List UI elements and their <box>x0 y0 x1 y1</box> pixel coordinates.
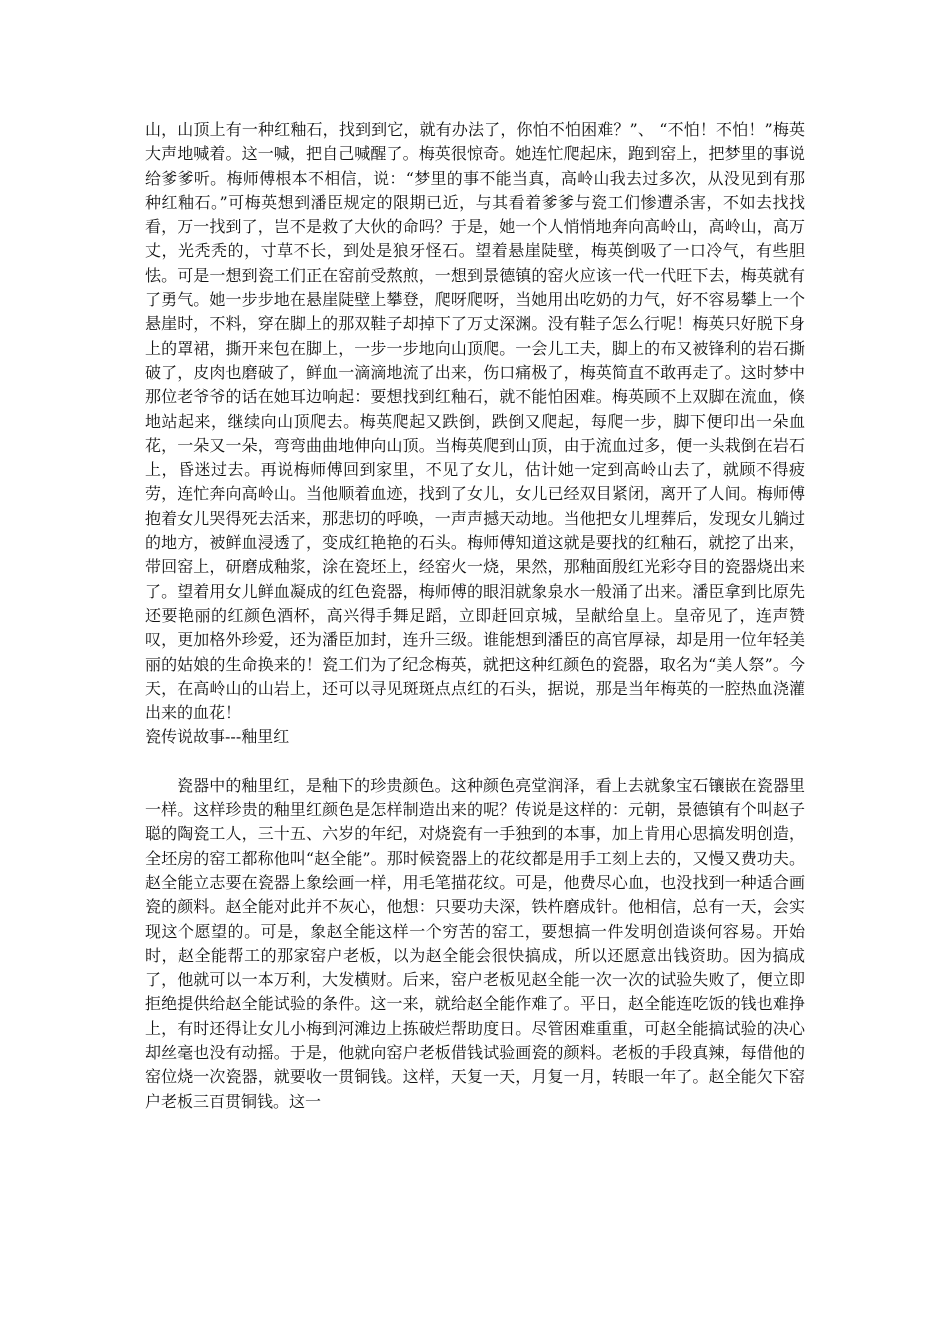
document-body <box>145 118 805 1114</box>
section-title: 瓷传说故事---釉里红 <box>145 727 290 747</box>
story-paragraph-new: 瓷器中的釉里红，是釉下的珍贵颜色。这种颜色亮堂润泽，看上去就象宝石镶嵌在瓷器里一样。这样珍贵的釉里红颜色是怎样制造出来的呢？传说是这样的：元朝，景德镇有个叫赵子聪的陶瓷工人，三十五、六岁的年纪，对烧瓷有一手独到的本事，加上肯用心思搞发明创造，全坯房的窑工都称他叫“赵全能”。那时候瓷器上的花纹都是用手工刻上去的，又慢又费功夫。赵全能立志要在瓷器上象绘画一样，用毛笔描花纹。可是，他费尽心血，也没找到一种适合画瓷的颜料。赵全能对此并不灰心，他想：只要功夫深，铁杵磨成针。他相信，总有一天，会实现这个愿望的。可是，象赵全能这样一个穷苦的窑工，要想搞一件发明创造谈何容易。开始时，赵全能帮工的那家窑户老板，以为赵全能会很快搞成，所以还愿意出钱资助。因为搞成了，他就可以一本万利，大发横财。后来，窑户老板见赵全能一次一次的试验失败了，便立即拒绝提供给赵全能试验的条件。这一来，就给赵全能作难了。平日，赵全能连吃饭的钱也难挣上，有时还得让女儿小梅到河滩边上拣破烂帮助度日。尽管困难重重，可赵全能搞试验的决心却丝毫也没有动摇。于是，他就向窑户老板借钱试验画瓷的颜料。老板的手段真辣，每借他的窑位烧一次瓷器，就要收一贯铜钱。这样，天复一天，月复一月，转眼一年了。赵全能欠下窑户老板三百贯铜钱。这一 <box>145 775 805 1111</box>
paragraph-spacer <box>145 750 805 774</box>
story-paragraph-continued: 山，山顶上有一种红釉石，找到到它，就有办法了，你怕不怕困难？”、 “不怕！不怕！”梅英大声地喊着。这一喊，把自己喊醒了。梅英很惊奇。她连忙爬起床，跑到窑上，把梦里的事说给爹爹听。梅师傅根本不相信，说：“梦里的事不能当真，高岭山我去过多次，从没见到有那种红釉石。”可梅英想到潘臣规定的限期已近，与其看着爹爹与瓷工们惨遭杀害，不如去找找看，万一找到了，岂不是救了大伙的命吗？于是，她一个人悄悄地奔向高岭山，高岭山，高万丈，光秃秃的，寸草不长，到处是狼牙怪石。望着悬崖陡壁，梅英倒吸了一口冷气，有些胆怯。可是一想到瓷工们正在窑前受熬煎，一想到景德镇的窑火应该一代一代旺下去，梅英就有了勇气。她一步步地在悬崖陡壁上攀登，爬呀爬呀，当她用出吃奶的力气，好不容易攀上一个悬崖时，不料，穿在脚上的那双鞋子却掉下了万丈深渊。没有鞋子怎么行呢！梅英只好脱下身上的罩裙，撕开来包在脚上，一步一步地向山顶爬。一会儿工夫，脚上的布又被锋利的岩石撕破了，皮肉也磨破了，鲜血一滴滴地流了出来，伤口痛极了，梅英简直不敢再走了。这时梦中那位老爷爷的话在她耳边响起：要想找到红釉石，就不能怕困难。梅英顾不上双脚在流血，倏地站起来，继续向山顶爬去。梅英爬起又跌倒，跌倒又爬起，每爬一步，脚下便印出一朵血花，一朵又一朵，弯弯曲曲地伸向山顶。当梅英爬到山顶，由于流血过多，便一头栽倒在岩石上，昏迷过去。再说梅师傅回到家里，不见了女儿，估计她一定到高岭山去了，就顾不得疲劳，连忙奔向高岭山。当他顺着血迹，找到了女儿，女儿已经双目紧闭，离开了人间。梅师傅抱着女儿哭得死去活来，那悲切的呼唤，一声声撼天动地。当他把女儿埋葬后，发现女儿躺过的地方，被鲜血浸透了，变成红艳艳的石头。梅师傅知道这就是要找的红釉石，就挖了出来，带回窑上，研磨成釉浆，涂在瓷坯上，经窑火一烧，果然，那釉面殷红光彩夺目的瓷器烧出来了。望着用女儿鲜血凝成的红色瓷器，梅师傅的眼泪就象泉水一般涌了出来。潘臣拿到比原先还要艳丽的红颜色酒杯，高兴得手舞足蹈，立即赶回京城，呈献给皇上。皇帝见了，连声赞叹，更加格外珍爱，还为潘臣加封，连升三级。谁能想到潘臣的高官厚禄，却是用一位年轻美丽的姑娘的生命换来的！瓷工们为了纪念梅英，就把这种红颜色的瓷器，取名为“美人祭”。今天，在高岭山的山岩上，还可以寻见斑斑点点红的石头，据说，那是当年梅英的一腔热血浇灌出来的血花！ <box>145 120 805 723</box>
